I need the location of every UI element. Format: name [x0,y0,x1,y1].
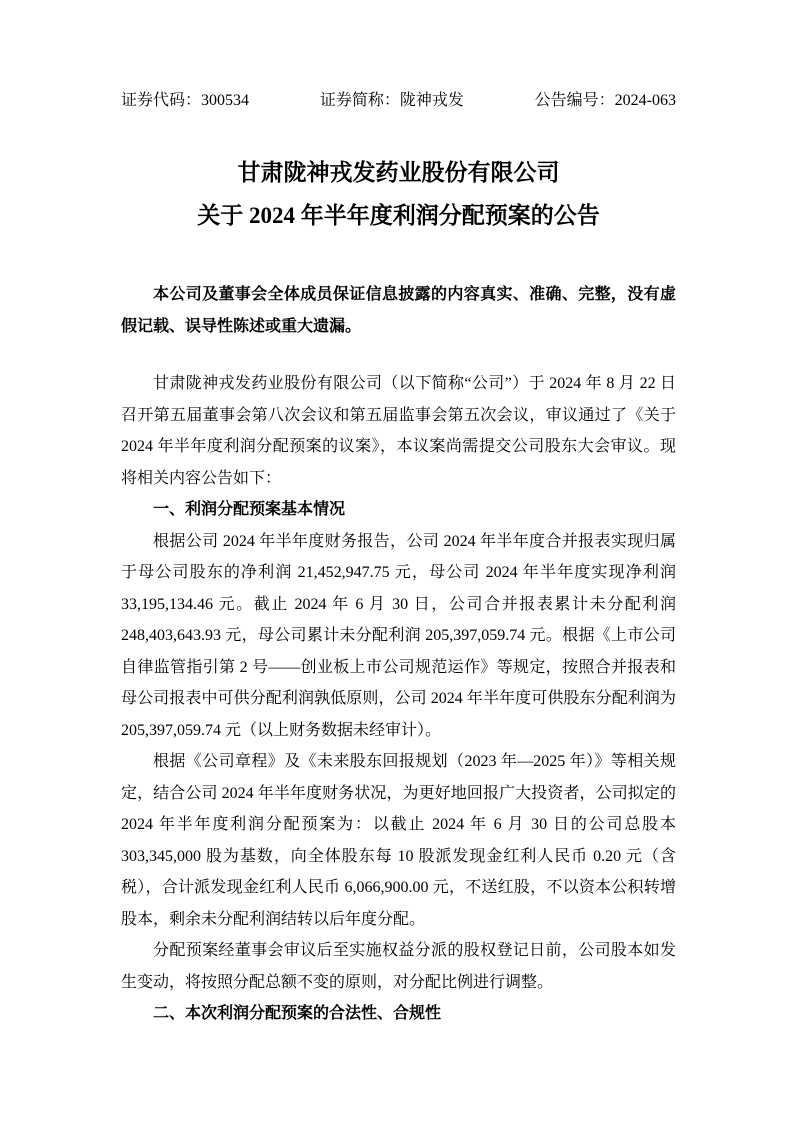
document-body [121,368,676,1030]
truthfulness-statement: 本公司及董事会全体成员保证信息披露的内容真实、准确、完整，没有虚假记载、误导性陈述或重大遗漏。 [121,286,676,335]
body-paragraph: 甘肃陇神戎发药业股份有限公司（以下简称“公司”）于 2024 年 8 月 22 日召开第五届董事会第八次会议和第五届监事会第五次会议，审议通过了《关于 2024 年半年度利润分配预案的议案》，本议案尚需提交公司股东大会审议。现将相关内容公告如下： [121,375,676,487]
announcement-number: 公告编号：2024-063 [534,92,676,109]
company-title: 甘肃陇神戎发药业股份有限公司 [237,160,560,185]
announcement-subject-title: 关于 2024 年半年度利润分配预案的公告 [197,203,600,228]
stock-name: 证券简称：陇神戎发 [319,92,464,109]
body-paragraph: 根据公司 2024 年半年度财务报告，公司 2024 年半年度合并报表实现归属于母公司股东的净利润 21,452,947.75 元，母公司 2024 年半年度实现净利润 33,195,134.46 元。截止 2024 年 6 月 30 日，公司合并报表累计未分配利润 248,403,643.93 元，母公司累计未分配利润 205,397,059.74 元。根据《上市公司自律监管指引第 2 号——创业板上市公司规范运作》等规定，按照合并报表和母公司报表中可供分配利润孰低原则，公司 2024 年半年度可供股东分配利润为 205,397,059.74 元（以上财务数据未经审计）。 [121,532,676,739]
body-paragraph: 根据《公司章程》及《未来股东回报规划（2023 年—2025 年）》等相关规定，结合公司 2024 年半年度财务状况，为更好地回报广大投资者，公司拟定的 2024 年半年度利润分配预案为：以截止 2024 年 6 月 30 日的公司总股本 303,345,000 股为基数，向全体股东每 10 股派发现金红利人民币 0.20 元（含税），合计派发现金红利人民币 6,066,900.00 元，不送红股，不以资本公积转增股本，剩余未分配利润结转以后年度分配。 [121,753,676,928]
stock-code: 证券代码：300534 [121,92,250,109]
section-heading: 二、本次利润分配预案的合法性、合规性 [153,1005,442,1022]
doc-header [121,90,676,112]
body-paragraph: 分配预案经董事会审议后至实施权益分派的股权登记日前，公司股本如发生变动，将按照分配总额不变的原则，对分配比例进行调整。 [121,942,676,991]
section-heading: 一、利润分配预案基本情况 [153,501,346,518]
